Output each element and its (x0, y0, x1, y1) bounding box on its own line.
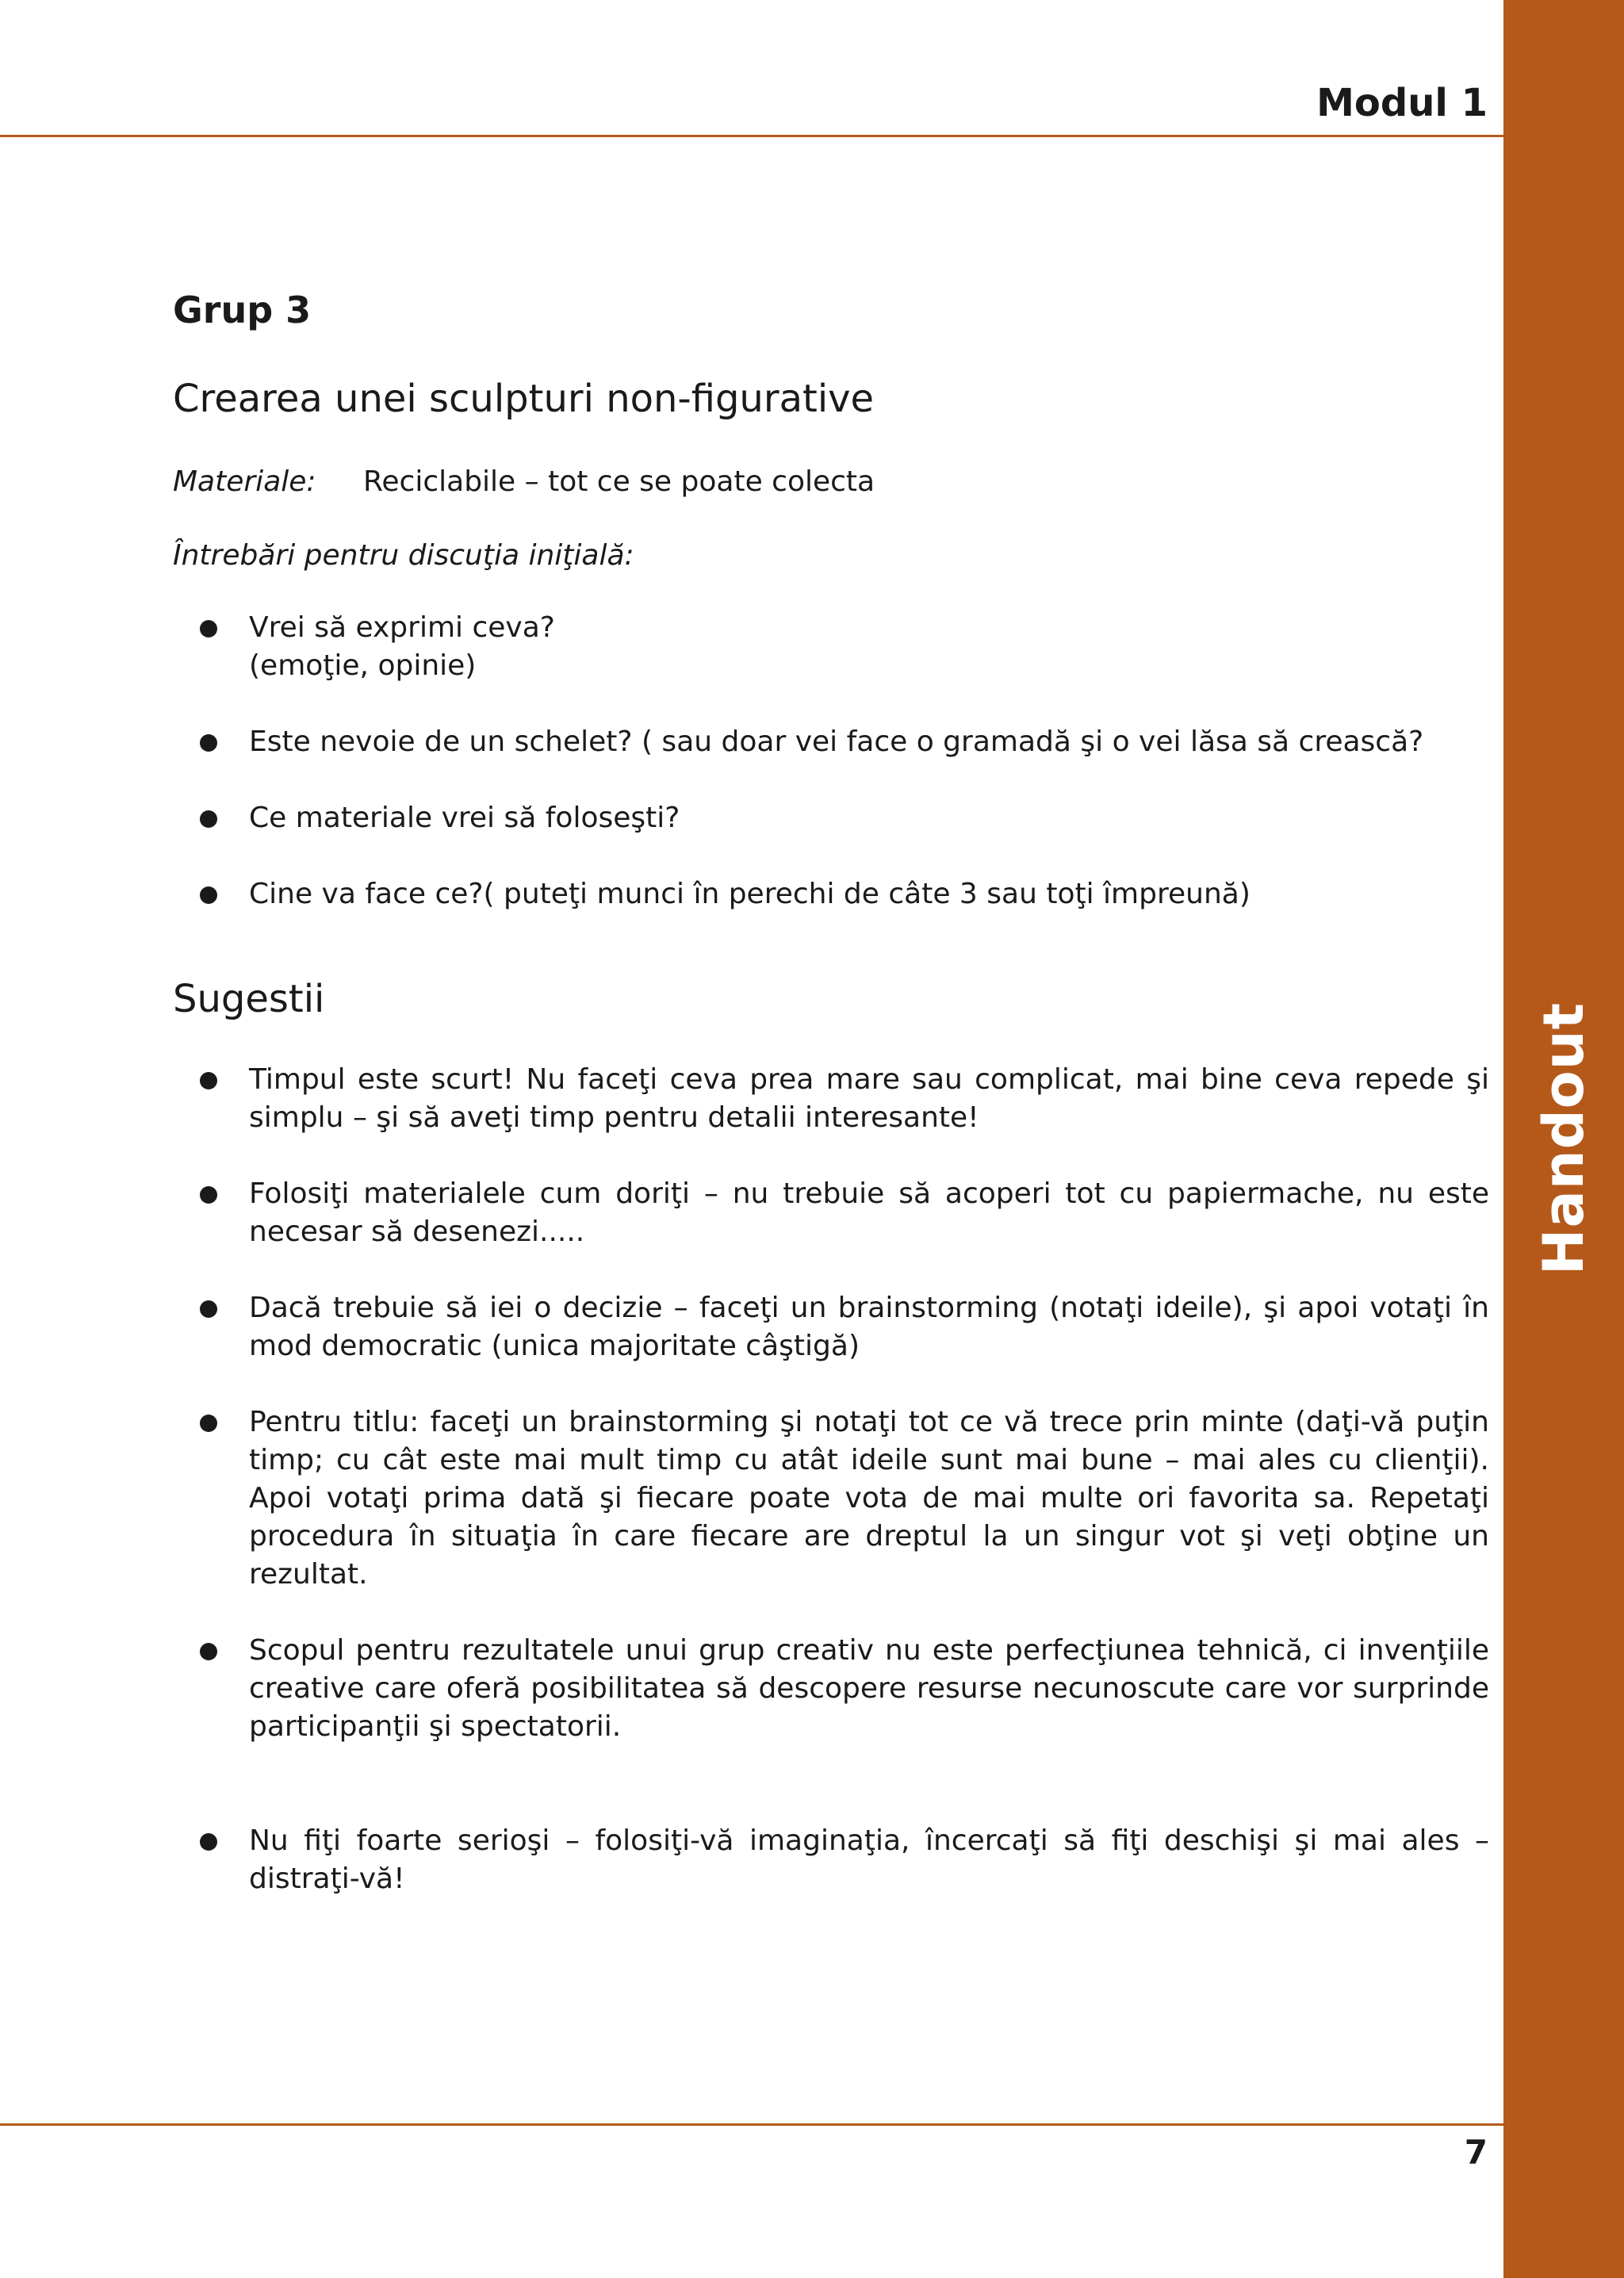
question-text: Ce materiale vrei să foloseşti? (249, 802, 680, 835)
question-text-cont: (emoţie, opinie) (249, 649, 477, 683)
bullet-icon (200, 1833, 217, 1851)
list-item (173, 1632, 1489, 1746)
page-content (173, 289, 1489, 1936)
page-number: 7 (1464, 2133, 1488, 2172)
suggestion-text: Dacă trebuie să iei o decizie – faceţi un brainstorming (notaţi ideile), şi apoi votaţi în mod democratic (unica majoritate câştigă) (249, 1291, 1489, 1362)
group-title: Grup 3 (173, 289, 312, 331)
questions-title: Întrebări pentru discuţia iniţială: (173, 538, 634, 572)
bullet-icon (200, 810, 217, 828)
section-title: Crearea unei sculpturi non-figurative (173, 377, 875, 422)
list-item (173, 1175, 1489, 1251)
suggestion-text: Pentru titlu: faceţi un brainstorming şi notaţi tot ce vă trece prin minte (daţi-vă puţin timp; cu cât este mai mult timp cu atât ideile sunt mai bune – mai ales cu clienţii). Apoi votaţi prima dată şi fiecare poate vota de mai multe ori favorita sa. Repetaţi procedura în situaţia în care fiecare are dreptul la un singur vot şi veţi obţine un rezultat. (249, 1405, 1489, 1591)
questions-list (173, 609, 1489, 913)
bullet-icon (200, 1186, 217, 1204)
bullet-icon (200, 1300, 217, 1318)
bullet-icon (200, 1643, 217, 1660)
materials-label: Materiale: (173, 465, 316, 498)
question-text: Cine va face ce?( puteţi munci în perechi de câte 3 sau toţi împreună) (249, 878, 1251, 911)
header-rule (0, 135, 1503, 137)
list-item (173, 723, 1489, 761)
bullet-icon (200, 734, 217, 752)
list-item (173, 1289, 1489, 1365)
suggestions-list (173, 1061, 1489, 1898)
side-tab-text: Handout (1531, 1001, 1596, 1276)
suggestions-title: Sugestii (173, 977, 325, 1022)
bullet-icon (200, 886, 217, 904)
list-item (173, 609, 1489, 685)
module-label: Modul 1 (1316, 81, 1488, 125)
suggestion-text: Timpul este scurt! Nu faceţi ceva prea mare sau complicat, mai bine ceva repede şi simplu – şi să aveţi timp pentru detalii interesante! (249, 1062, 1489, 1134)
list-item (173, 875, 1489, 913)
list-item (173, 1061, 1489, 1137)
suggestion-text: Folosiţi materialele cum doriţi – nu trebuie să acoperi tot cu papiermache, nu este necesar să desenezi..... (249, 1177, 1489, 1248)
suggestion-text: Nu fiţi foarte serioşi – folosiţi-vă imaginaţia, încercaţi să fiţi deschişi şi mai ales – distraţi-vă! (249, 1824, 1489, 1895)
list-item (173, 799, 1489, 837)
materials-value: Reciclabile – tot ce se poate colecta (363, 465, 875, 498)
bullet-icon (200, 620, 217, 637)
suggestion-text: Scopul pentru rezultatele unui grup creativ nu este perfecţiunea tehnică, ci invenţiile creative care oferă posibilitatea să descopere resurse necunoscute care vor surprinde participanţii şi spectatorii. (249, 1633, 1489, 1743)
question-text: Vrei să exprimi ceva? (249, 611, 555, 645)
bullet-icon (200, 1072, 217, 1089)
question-text: Este nevoie de un schelet? ( sau doar vei face o gramadă şi o vei lăsa să crească? (249, 726, 1424, 759)
list-item (173, 1822, 1489, 1898)
bullet-icon (200, 1415, 217, 1432)
materials-line (173, 464, 1489, 501)
list-item (173, 1403, 1489, 1594)
footer-rule (0, 2123, 1503, 2126)
